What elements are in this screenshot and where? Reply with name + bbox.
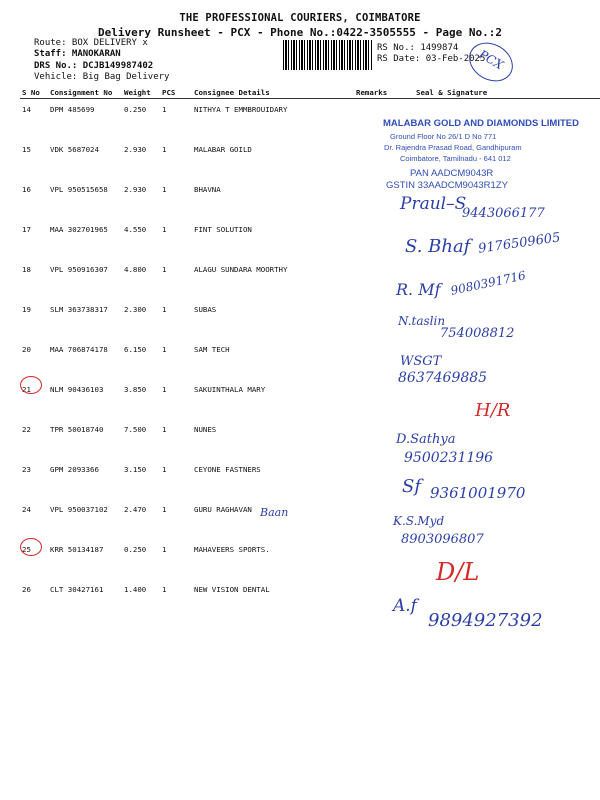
row-pcs: 1: [162, 385, 167, 394]
row-consignee: GURU RAGHAVAN: [194, 505, 252, 514]
row-pcs: 1: [162, 265, 167, 274]
table-row: [20, 379, 600, 419]
stamp-pan: PAN AADCM9043R: [410, 168, 494, 179]
signature-newvision: A.f: [393, 596, 417, 616]
red-circle-21: [20, 376, 42, 394]
col-pcs: PCS: [160, 86, 192, 99]
row-consignee: SUBAS: [194, 305, 217, 314]
document-title: THE PROFESSIONAL COURIERS, COIMBATORE: [179, 12, 421, 24]
row-weight: 2.300: [124, 305, 147, 314]
row-consignment-no: VDK 5687024: [50, 145, 99, 154]
route-label: Route: BOX DELIVERY x: [34, 38, 148, 48]
pcx-stamp: [462, 35, 520, 89]
table-body: [20, 99, 600, 620]
row-sno: 17: [22, 225, 31, 234]
row-pcs: 1: [162, 105, 167, 114]
row-pcs: 1: [162, 305, 167, 314]
row-sno: 21: [22, 385, 31, 394]
row-sno: 14: [22, 105, 31, 114]
phone-fint: 9176509605: [477, 230, 562, 257]
signature-guru: K.S.Myd: [393, 514, 445, 528]
phone-subas: 754008812: [440, 326, 515, 341]
row-weight: 2.930: [124, 185, 147, 194]
row-consignee: SAKUINTHALA MARY: [194, 385, 266, 394]
col-weight: Weight: [122, 86, 160, 99]
phone-guru: 8903096807: [401, 532, 484, 547]
runsheet-subtitle: Delivery Runsheet - PCX - Phone No.:0422-3505555 - Page No.:2: [98, 26, 502, 39]
row-consignment-no: CLT 30427161: [50, 585, 104, 594]
runsheet-table: [20, 86, 600, 619]
signature-alagu: R. Mf: [396, 280, 441, 299]
row-consignee: MAHAVEERS SPORTS.: [194, 545, 270, 554]
row-consignee: SAM TECH: [194, 345, 230, 354]
row-consignment-no: VPL 950037102: [50, 505, 108, 514]
row-sno: 25: [22, 545, 31, 554]
row-pcs: 1: [162, 585, 167, 594]
signature-guru-inline: Baan: [260, 506, 289, 519]
row-weight: 4.550: [124, 225, 147, 234]
col-consignee: Consignee Details: [192, 86, 354, 99]
row-sno: 24: [22, 505, 31, 514]
row-sno: 22: [22, 425, 31, 434]
row-weight: 3.850: [124, 385, 147, 394]
row-consignment-no: VPL 950916307: [50, 265, 108, 274]
row-sno: 16: [22, 185, 31, 194]
row-pcs: 1: [162, 465, 167, 474]
row-weight: 3.150: [124, 465, 147, 474]
row-pcs: 1: [162, 425, 167, 434]
row-consignment-no: SLM 363738317: [50, 305, 108, 314]
col-consignment: Consignment No: [48, 86, 122, 99]
row-consignment-no: VPL 950515658: [50, 185, 108, 194]
stamp-address1: Ground Floor No 26/1 D No 771: [390, 132, 497, 141]
vehicle-label: Vehicle: Big Bag Delivery: [34, 72, 170, 82]
col-sno: S No: [20, 86, 48, 99]
table-row: [20, 339, 600, 379]
row-pcs: 1: [162, 505, 167, 514]
row-consignee: MALABAR GOILD: [194, 145, 252, 154]
row-consignment-no: MAA 706874178: [50, 345, 108, 354]
red-circle-25: [20, 538, 42, 556]
drs-label: DRS No.: DCJB149987402: [34, 61, 154, 71]
row-consignee: NITHYA T EMMBROUIDARY: [194, 105, 288, 114]
stamp-gstin: GSTIN 33AADCM9043R1ZY: [386, 180, 508, 191]
row-consignee: ALAGU SUNDARA MOORTHY: [194, 265, 288, 274]
row-consignment-no: MAA 302701965: [50, 225, 108, 234]
table-row: [20, 419, 600, 459]
phone-alagu: 9080391716: [449, 268, 527, 298]
signature-nunes: D.Sathya: [396, 432, 456, 447]
stamp-address2: Dr. Rajendra Prasad Road, Gandhipuram: [384, 143, 522, 152]
row-sno: 18: [22, 265, 31, 274]
signature-samtech: WSGT: [400, 354, 442, 369]
stamp-address3: Coimbatore, Tamilnadu - 641 012: [400, 154, 511, 163]
phone-nunes: 9500231196: [404, 450, 494, 466]
row-sno: 15: [22, 145, 31, 154]
phone-ceyone: 9361001970: [430, 484, 526, 502]
row-weight: 0.250: [124, 105, 147, 114]
row-pcs: 1: [162, 545, 167, 554]
row-consignee: FINT SOLUTION: [194, 225, 252, 234]
table-row: [20, 539, 600, 579]
remark-hr: H/R: [475, 400, 511, 421]
row-weight: 0.250: [124, 545, 147, 554]
row-weight: 7.500: [124, 425, 147, 434]
phone-samtech: 8637469885: [398, 370, 488, 386]
row-weight: 4.800: [124, 265, 147, 274]
stamp-company: MALABAR GOLD AND DIAMONDS LIMITED: [383, 118, 579, 129]
remark-dl: D/L: [436, 558, 480, 586]
row-pcs: 1: [162, 185, 167, 194]
row-consignment-no: NLM 90436103: [50, 385, 104, 394]
pcx-stamp-text: PCX: [476, 47, 506, 73]
row-pcs: 1: [162, 345, 167, 354]
row-weight: 6.150: [124, 345, 147, 354]
row-weight: 1.400: [124, 585, 147, 594]
rs-date: RS Date: 03-Feb-2025: [377, 54, 486, 64]
table-header-row: [20, 86, 600, 99]
barcode: [283, 40, 373, 70]
row-pcs: 1: [162, 225, 167, 234]
signature-fint: S. Bhaf: [405, 236, 471, 257]
row-sno: 19: [22, 305, 31, 314]
row-weight: 2.930: [124, 145, 147, 154]
phone-newvision: 9894927392: [428, 610, 543, 631]
col-signature: Seal & Signature: [414, 86, 600, 99]
row-sno: 20: [22, 345, 31, 354]
row-sno: 26: [22, 585, 31, 594]
row-pcs: 1: [162, 145, 167, 154]
phone-bhavna: 9443066177: [462, 206, 545, 221]
row-consignment-no: GPM 2093366: [50, 465, 99, 474]
row-consignee: BHAVNA: [194, 185, 221, 194]
row-consignment-no: KRR 50134187: [50, 545, 104, 554]
table-row: [20, 499, 600, 539]
rs-number: RS No.: 1499874: [377, 43, 459, 53]
staff-label: Staff: MANOKARAN: [34, 49, 121, 59]
signature-ceyone: Sf: [402, 476, 421, 497]
row-consignment-no: DPM 485699: [50, 105, 95, 114]
signature-bhavna: Praul–S: [400, 194, 467, 214]
row-consignee: NEW VISION DENTAL: [194, 585, 270, 594]
row-consignee: NUNES: [194, 425, 217, 434]
row-consignee: CEYONE FASTNERS: [194, 465, 261, 474]
row-weight: 2.470: [124, 505, 147, 514]
row-sno: 23: [22, 465, 31, 474]
row-consignment-no: TPR 50018740: [50, 425, 104, 434]
signature-subas: N.taslin: [398, 314, 446, 328]
col-remarks: Remarks: [354, 86, 414, 99]
